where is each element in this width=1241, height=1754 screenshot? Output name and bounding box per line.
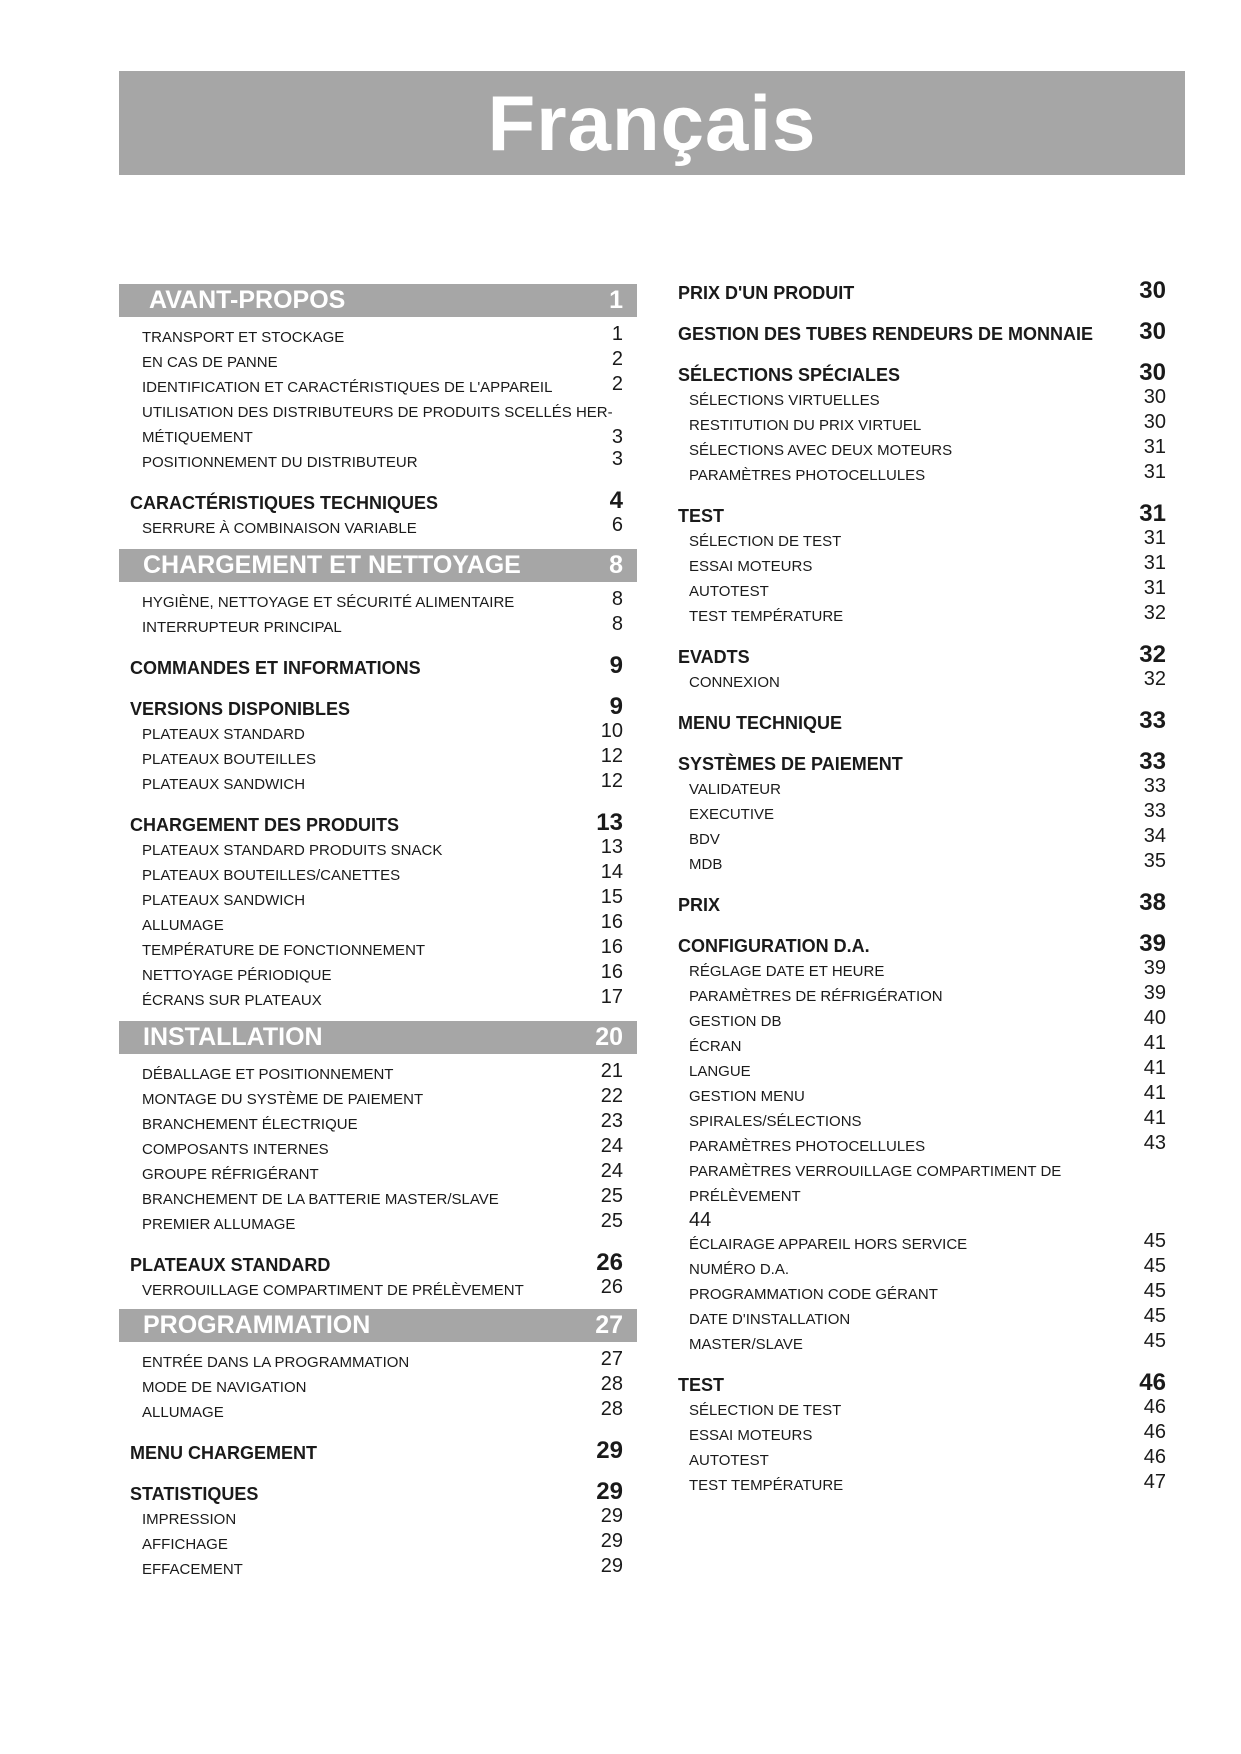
- entry-label: PLATEAUX BOUTEILLES: [142, 751, 316, 768]
- entry-label: IMPRESSION: [142, 1511, 237, 1528]
- page-title: Français: [487, 79, 817, 167]
- section-page: 30: [1139, 359, 1166, 386]
- section-title: TEST: [678, 1375, 725, 1395]
- entry-page: 45: [1143, 1280, 1166, 1302]
- toc-section-plateaux-standard[interactable]: [119, 1249, 637, 1278]
- toc-entry[interactable]: [119, 938, 637, 963]
- toc-entry[interactable]: [670, 1232, 1171, 1257]
- entry-page: 8: [611, 588, 623, 610]
- page-title-banner: [119, 71, 1185, 175]
- entry-label-line-1: UTILISATION DES DISTRIBUTEURS DE PRODUITS SCELLÉS HER-: [142, 404, 613, 421]
- toc-entry[interactable]: [119, 1162, 637, 1187]
- section-title: COMMANDES ET INFORMATIONS: [130, 658, 421, 678]
- entry-label: PROGRAMMATION CODE GÉRANT: [689, 1286, 938, 1303]
- toc-entry[interactable]: [119, 963, 637, 988]
- entry-page: 41: [1143, 1032, 1166, 1054]
- section-title: CARACTÉRISTIQUES TECHNIQUES: [130, 493, 439, 513]
- entry-page: 41: [1143, 1057, 1166, 1079]
- section-title: CONFIGURATION D.A.: [678, 936, 870, 956]
- toc-entry[interactable]: [119, 913, 637, 938]
- section-page: 30: [1139, 277, 1166, 304]
- band-title: CHARGEMENT ET NETTOYAGE: [143, 551, 521, 579]
- section-title: PRIX: [678, 895, 721, 915]
- entry-page: 24: [600, 1135, 623, 1157]
- entry-label: MODE DE NAVIGATION: [142, 1379, 307, 1396]
- entry-label: EN CAS DE PANNE: [142, 354, 278, 371]
- toc-section-statistiques[interactable]: [119, 1478, 637, 1507]
- entry-page: 10: [600, 720, 623, 742]
- entry-label: TEMPÉRATURE DE FONCTIONNEMENT: [142, 942, 426, 959]
- entry-label: SÉLECTIONS AVEC DEUX MOTEURS: [689, 442, 953, 459]
- section-page: 26: [596, 1249, 623, 1276]
- toc-entry[interactable]: [119, 1375, 637, 1400]
- section-page: 4: [609, 487, 623, 514]
- toc-entry[interactable]: [119, 863, 637, 888]
- entry-page: 32: [1143, 668, 1166, 690]
- entry-page: 46: [1143, 1396, 1166, 1418]
- toc-entry[interactable]: [670, 1034, 1171, 1059]
- toc-section-test[interactable]: [670, 500, 1171, 529]
- entry-label: DATE D'INSTALLATION: [689, 1311, 851, 1328]
- entry-page: 12: [600, 745, 623, 767]
- toc-entry[interactable]: [119, 590, 637, 615]
- section-page: 30: [1139, 318, 1166, 345]
- entry-page: 17: [600, 986, 623, 1008]
- entry-label: VALIDATEUR: [689, 781, 781, 798]
- toc-section-prix-produit[interactable]: [670, 277, 1171, 306]
- toc-section-prix[interactable]: [670, 889, 1171, 918]
- entry-label: POSITIONNEMENT DU DISTRIBUTEUR: [142, 454, 418, 471]
- entry-label: ALLUMAGE: [142, 1404, 224, 1421]
- toc-entry[interactable]: [670, 579, 1171, 604]
- entry-label-line-2: MÉTIQUEMENT: [142, 429, 253, 446]
- entry-page: 8: [611, 613, 623, 635]
- toc-entry[interactable]: [670, 1282, 1171, 1307]
- section-page: 9: [609, 652, 623, 679]
- toc-entry[interactable]: [119, 615, 637, 640]
- section-title: VERSIONS DISPONIBLES: [130, 699, 351, 719]
- entry-page: 3: [611, 426, 623, 448]
- entry-page: 33: [1143, 800, 1166, 822]
- toc-entry[interactable]: [670, 959, 1171, 984]
- section-page: 29: [596, 1478, 623, 1505]
- entry-label: TRANSPORT ET STOCKAGE: [142, 329, 345, 346]
- entry-label: HYGIÈNE, NETTOYAGE ET SÉCURITÉ ALIMENTAIRE: [142, 594, 515, 611]
- entry-label: PARAMÈTRES DE RÉFRIGÉRATION: [689, 988, 943, 1005]
- section-title: MENU TECHNIQUE: [678, 713, 843, 733]
- entry-label: COMPOSANTS INTERNES: [142, 1141, 329, 1158]
- section-page: 33: [1139, 748, 1166, 775]
- entry-label: NUMÉRO D.A.: [689, 1261, 790, 1278]
- entry-label: ESSAI MOTEURS: [689, 1427, 813, 1444]
- band-page: 20: [595, 1023, 623, 1051]
- toc-entry[interactable]: [670, 1059, 1171, 1084]
- toc-section-evadts[interactable]: [670, 641, 1171, 670]
- toc-entry[interactable]: [119, 1112, 637, 1137]
- entry-label: SÉLECTION DE TEST: [689, 1402, 842, 1419]
- toc-entry[interactable]: [119, 1532, 637, 1557]
- toc-entry[interactable]: [119, 400, 637, 450]
- entry-page: 47: [1143, 1471, 1166, 1493]
- entry-label: GESTION DB: [689, 1013, 782, 1030]
- entry-label: AUTOTEST: [689, 1452, 769, 1469]
- section-title: PLATEAUX STANDARD: [130, 1255, 331, 1275]
- toc-entry[interactable]: [119, 772, 637, 797]
- entry-label: SERRURE À COMBINAISON VARIABLE: [142, 520, 417, 537]
- entry-page: 22: [600, 1085, 623, 1107]
- entry-page: 1: [611, 323, 623, 345]
- entry-label: TEST TEMPÉRATURE: [689, 608, 844, 625]
- section-title: MENU CHARGEMENT: [130, 1443, 317, 1463]
- entry-label: ÉCLAIRAGE APPAREIL HORS SERVICE: [689, 1236, 968, 1253]
- toc-entry[interactable]: [670, 1423, 1171, 1448]
- toc-entry[interactable]: [119, 1087, 637, 1112]
- entry-label: ALLUMAGE: [142, 917, 224, 934]
- toc-entry[interactable]: [670, 388, 1171, 413]
- toc-section-systemes-paiement[interactable]: [670, 748, 1171, 777]
- entry-label: PARAMÈTRES VERROUILLAGE COMPARTIMENT DE PRÉLÈVEMENT: [689, 1163, 1062, 1205]
- entry-label: MDB: [689, 856, 723, 873]
- entry-page: 39: [1143, 957, 1166, 979]
- section-title: PRIX D'UN PRODUIT: [678, 283, 855, 303]
- entry-page: 45: [1143, 1255, 1166, 1277]
- entry-page: 2: [611, 348, 623, 370]
- toc-entry[interactable]: [119, 988, 637, 1013]
- toc-band-programmation[interactable]: [119, 1309, 637, 1342]
- toc-section-selections-speciales[interactable]: [670, 359, 1171, 388]
- entry-page: 35: [1143, 850, 1166, 872]
- section-title: EVADTS: [678, 647, 750, 667]
- entry-label: ESSAI MOTEURS: [689, 558, 813, 575]
- section-title: SÉLECTIONS SPÉCIALES: [678, 365, 901, 385]
- toc-entry[interactable]: [119, 1062, 637, 1087]
- toc-entry[interactable]: [670, 777, 1171, 802]
- entry-page: 46: [1143, 1446, 1166, 1468]
- band-title: INSTALLATION: [143, 1023, 323, 1051]
- entry-page: 21: [600, 1060, 623, 1082]
- entry-label: BRANCHEMENT ÉLECTRIQUE: [142, 1116, 358, 1133]
- entry-page: 33: [1143, 775, 1166, 797]
- toc-entry[interactable]: [670, 554, 1171, 579]
- toc-entry[interactable]: [670, 413, 1171, 438]
- toc-entry[interactable]: [119, 1278, 637, 1303]
- section-page: 39: [1139, 930, 1166, 957]
- entry-page: 15: [600, 886, 623, 908]
- toc-entry[interactable]: [119, 1137, 637, 1162]
- toc-section-menu-chargement[interactable]: [119, 1437, 637, 1466]
- entry-label: EXECUTIVE: [689, 806, 775, 823]
- entry-page: 30: [1143, 411, 1166, 433]
- section-title: STATISTIQUES: [130, 1484, 259, 1504]
- entry-label: BDV: [689, 831, 720, 848]
- toc-entry[interactable]: [670, 1134, 1171, 1159]
- section-page: 9: [609, 693, 623, 720]
- entry-page: 26: [600, 1276, 623, 1298]
- entry-page: 43: [1143, 1132, 1166, 1154]
- entry-page: 16: [600, 936, 623, 958]
- section-page: 13: [596, 809, 623, 836]
- section-page: 29: [596, 1437, 623, 1464]
- section-page: 38: [1139, 889, 1166, 916]
- toc-section-chargement-produits[interactable]: [119, 809, 637, 838]
- toc-entry[interactable]: [670, 1332, 1171, 1357]
- section-title: GESTION DES TUBES RENDEURS DE MONNAIE: [678, 324, 1094, 344]
- toc-entry[interactable]: [670, 1009, 1171, 1034]
- entry-label: VERROUILLAGE COMPARTIMENT DE PRÉLÈVEMENT: [142, 1282, 524, 1299]
- toc-entry[interactable]: [119, 1400, 637, 1425]
- toc-entry[interactable]: [670, 529, 1171, 554]
- section-title: SYSTÈMES DE PAIEMENT: [678, 754, 903, 774]
- entry-page: 16: [600, 961, 623, 983]
- entry-page: 13: [600, 836, 623, 858]
- toc-entry[interactable]: [670, 852, 1171, 877]
- entry-page: 34: [1143, 825, 1166, 847]
- entry-page: 44: [689, 1209, 712, 1231]
- entry-page: 45: [1143, 1330, 1166, 1352]
- entry-label: PREMIER ALLUMAGE: [142, 1216, 296, 1233]
- entry-label: RESTITUTION DU PRIX VIRTUEL: [689, 417, 922, 434]
- toc-entry[interactable]: [670, 438, 1171, 463]
- toc-entry[interactable]: [670, 1473, 1171, 1498]
- toc-section-menu-technique[interactable]: [670, 707, 1171, 736]
- entry-page: 29: [600, 1555, 623, 1577]
- entry-label: AUTOTEST: [689, 583, 769, 600]
- toc-section-caracteristiques[interactable]: [119, 487, 637, 516]
- toc-entry[interactable]: [119, 450, 637, 475]
- toc-entry[interactable]: [670, 1084, 1171, 1109]
- band-title: AVANT-PROPOS: [149, 286, 346, 314]
- entry-label: GESTION MENU: [689, 1088, 805, 1105]
- entry-label: PLATEAUX BOUTEILLES/CANETTES: [142, 867, 401, 884]
- toc-entry[interactable]: [670, 1448, 1171, 1473]
- section-page: 31: [1139, 500, 1166, 527]
- toc-entry[interactable]: [119, 1187, 637, 1212]
- toc-band-avant-propos[interactable]: [119, 284, 637, 317]
- toc-section-gestion-tubes[interactable]: [670, 318, 1171, 347]
- entry-page: 31: [1143, 461, 1166, 483]
- band-page: 27: [595, 1311, 623, 1339]
- entry-page: 25: [600, 1185, 623, 1207]
- entry-label: BRANCHEMENT DE LA BATTERIE MASTER/SLAVE: [142, 1191, 499, 1208]
- toc-section-versions[interactable]: [119, 693, 637, 722]
- entry-label: AFFICHAGE: [142, 1536, 228, 1553]
- entry-page: 23: [600, 1110, 623, 1132]
- entry-label: SÉLECTIONS VIRTUELLES: [689, 392, 880, 409]
- section-page: 33: [1139, 707, 1166, 734]
- toc-entry[interactable]: [119, 888, 637, 913]
- toc-section-commandes[interactable]: [119, 652, 637, 681]
- toc-band-installation[interactable]: [119, 1021, 637, 1054]
- entry-label: INTERRUPTEUR PRINCIPAL: [142, 619, 342, 636]
- entry-label: ÉCRAN: [689, 1038, 742, 1055]
- toc-entry[interactable]: [670, 827, 1171, 852]
- entry-label: ÉCRANS SUR PLATEAUX: [142, 992, 322, 1009]
- entry-label: PARAMÈTRES PHOTOCELLULES: [689, 467, 926, 484]
- toc-entry[interactable]: [119, 1212, 637, 1237]
- entry-page: 6: [611, 514, 623, 536]
- entry-page: 28: [600, 1373, 623, 1395]
- entry-label: MASTER/SLAVE: [689, 1336, 803, 1353]
- entry-label: [119, 400, 637, 450]
- entry-label: PLATEAUX SANDWICH: [142, 776, 306, 793]
- entry-label: RÉGLAGE DATE ET HEURE: [689, 963, 885, 980]
- entry-label: PARAMÈTRES PHOTOCELLULES: [689, 1138, 926, 1155]
- entry-page: 14: [600, 861, 623, 883]
- entry-label: IDENTIFICATION ET CARACTÉRISTIQUES DE L'APPAREIL: [142, 379, 553, 396]
- entry-page: 24: [600, 1160, 623, 1182]
- section-title: TEST: [678, 506, 725, 526]
- entry-page: 2: [611, 373, 623, 395]
- section-title: CHARGEMENT DES PRODUITS: [130, 815, 400, 835]
- entry-label: LANGUE: [689, 1063, 751, 1080]
- toc-entry[interactable]: [670, 984, 1171, 1009]
- toc-entry[interactable]: [670, 1159, 1171, 1232]
- entry-page: 45: [1143, 1230, 1166, 1252]
- toc-entry[interactable]: [119, 722, 637, 747]
- entry-page: 12: [600, 770, 623, 792]
- entry-page: 40: [1143, 1007, 1166, 1029]
- toc-entry[interactable]: [670, 463, 1171, 488]
- toc-section-test-2[interactable]: [670, 1369, 1171, 1398]
- toc-entry[interactable]: [670, 1109, 1171, 1134]
- entry-page: 32: [1143, 602, 1166, 624]
- entry-label-block: [670, 1159, 1171, 1232]
- toc-band-chargement-nettoyage[interactable]: [119, 549, 637, 582]
- entry-page: 46: [1143, 1421, 1166, 1443]
- entry-page: 45: [1143, 1305, 1166, 1327]
- entry-label: EFFACEMENT: [142, 1561, 243, 1578]
- entry-label: SPIRALES/SÉLECTIONS: [689, 1113, 862, 1130]
- toc-section-configuration[interactable]: [670, 930, 1171, 959]
- toc-entry[interactable]: [119, 1350, 637, 1375]
- section-page: 32: [1139, 641, 1166, 668]
- entry-page: 16: [600, 911, 623, 933]
- toc-entry[interactable]: [670, 802, 1171, 827]
- entry-page: 28: [600, 1398, 623, 1420]
- entry-page: 3: [611, 448, 623, 470]
- toc-entry[interactable]: [119, 747, 637, 772]
- entry-page: 25: [600, 1210, 623, 1232]
- toc-entry[interactable]: [119, 325, 637, 350]
- band-title: PROGRAMMATION: [143, 1311, 371, 1339]
- entry-label: PLATEAUX STANDARD PRODUITS SNACK: [142, 842, 443, 859]
- entry-label: NETTOYAGE PÉRIODIQUE: [142, 967, 332, 984]
- entry-page: 29: [600, 1505, 623, 1527]
- entry-page: 31: [1143, 436, 1166, 458]
- toc-entry[interactable]: [670, 1257, 1171, 1282]
- band-page: 1: [609, 286, 623, 314]
- toc-entry[interactable]: [670, 670, 1171, 695]
- entry-page: 29: [600, 1530, 623, 1552]
- toc-right-column: [670, 277, 1171, 1498]
- toc-entry[interactable]: [119, 1507, 637, 1532]
- entry-label: TEST TEMPÉRATURE: [689, 1477, 844, 1494]
- toc-entry[interactable]: [119, 838, 637, 863]
- entry-label: SÉLECTION DE TEST: [689, 533, 842, 550]
- entry-page: 39: [1143, 982, 1166, 1004]
- entry-page: 41: [1143, 1107, 1166, 1129]
- entry-page: 30: [1143, 386, 1166, 408]
- toc-entry[interactable]: [119, 350, 637, 375]
- band-page: 8: [609, 551, 623, 579]
- entry-label: GROUPE RÉFRIGÉRANT: [142, 1166, 319, 1183]
- entry-page: 31: [1143, 552, 1166, 574]
- toc-entry[interactable]: [670, 604, 1171, 629]
- entry-label: ENTRÉE DANS LA PROGRAMMATION: [142, 1354, 410, 1371]
- entry-label: MONTAGE DU SYSTÈME DE PAIEMENT: [142, 1091, 424, 1108]
- entry-page: 41: [1143, 1082, 1166, 1104]
- toc-entry[interactable]: [670, 1398, 1171, 1423]
- toc-entry[interactable]: [670, 1307, 1171, 1332]
- entry-label: PLATEAUX STANDARD: [142, 726, 305, 743]
- entry-page: 27: [600, 1348, 623, 1370]
- entry-page: 31: [1143, 527, 1166, 549]
- toc-entry[interactable]: [119, 1557, 637, 1582]
- toc-left-column: [119, 284, 637, 1582]
- entry-page: 31: [1143, 577, 1166, 599]
- toc-entry[interactable]: [119, 516, 637, 541]
- section-page: 46: [1139, 1369, 1166, 1396]
- entry-label: PLATEAUX SANDWICH: [142, 892, 306, 909]
- entry-label: CONNEXION: [689, 674, 780, 691]
- toc-entry[interactable]: [119, 375, 637, 400]
- entry-label: DÉBALLAGE ET POSITIONNEMENT: [142, 1066, 394, 1083]
